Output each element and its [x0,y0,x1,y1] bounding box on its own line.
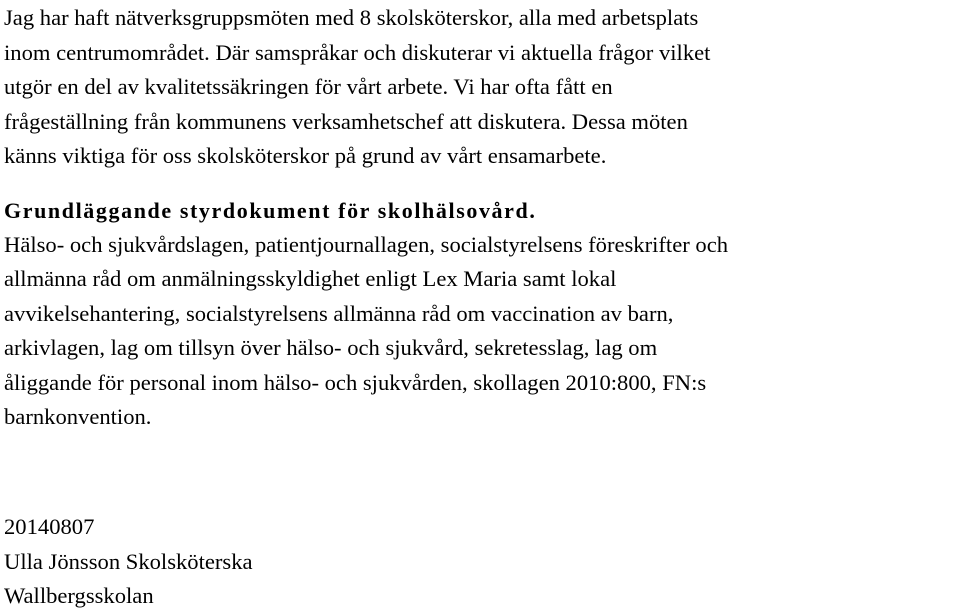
regulations-line: allmänna råd om anmälningsskyldighet enligt Lex Maria samt lokal [4,266,617,291]
regulations-line: barnkonvention. [4,404,152,429]
regulations-paragraph [4,228,958,435]
regulations-line: avvikelsehantering, socialstyrelsens allmänna råd om vaccination av barn, [4,300,674,326]
regulations-line: åliggande för personal inom hälso- och sjukvården, skollagen 2010:800, FN:s [4,369,707,395]
regulations-line: arkivlagen, lag om tillsyn över hälso- och sjukvård, sekretesslag, lag om [4,335,658,360]
regulations-line: Hälso- och sjukvårdslagen, patientjournallagen, socialstyrelsens föreskrifter och [4,231,729,257]
intro-line: inom centrumområdet. Där samspråkar och diskuterar vi aktuella frågor vilket [4,39,711,65]
intro-line: Jag har haft nätverksgruppsmöten med 8 skolsköterskor, alla med arbetsplats [4,5,699,30]
intro-line: känns viktiga för oss skolsköterskor på grund av vårt ensamarbete. [4,143,607,168]
signature-date: 20140807 [4,514,95,539]
intro-paragraph [4,0,958,174]
intro-line: utgör en del av kvalitetssäkringen för vårt arbete. Vi har ofta fått en [4,74,613,99]
signature-school: Wallbergsskolan [4,583,154,608]
signature-name: Ulla Jönsson Skolsköterska [4,548,253,574]
intro-line: frågeställning från kommunens verksamhetschef att diskutera. Dessa möten [4,108,688,134]
section-heading: Grundläggande styrdokument för skolhälsovård. [4,197,537,223]
signature-block [4,510,253,614]
document-body [4,0,958,435]
